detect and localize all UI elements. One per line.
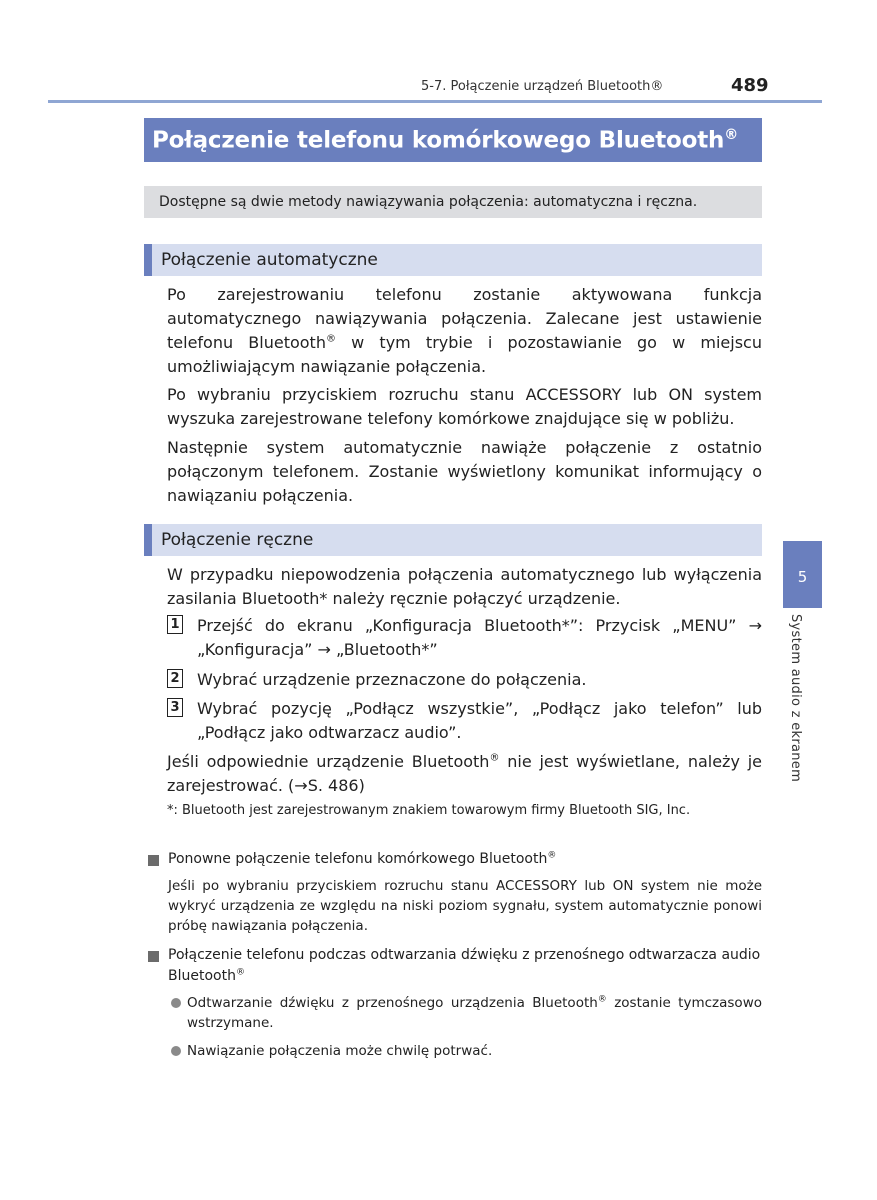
manual-p2-after: nie jest wyświetlane, należy je zarejestrować. (→S. 486) (167, 752, 762, 795)
manual-paragraph-2 (167, 750, 762, 798)
step-item (167, 614, 762, 662)
step-number-badge: 1 (167, 615, 183, 634)
page-title-box (144, 118, 762, 162)
note-title (168, 945, 762, 987)
note-square-icon (148, 951, 159, 962)
step-text: Przejść do ekranu „Konfiguracja Bluetooth*”: Przycisk „MENU” → „Konfiguracja” → „Bluetooth*” (197, 616, 762, 659)
trademark-footnote: *: Bluetooth jest zarejestrowanym znakiem towarowym firmy Bluetooth SIG, Inc. (167, 803, 691, 818)
note-title-text: Połączenie telefonu podczas odtwarzania dźwięku z przenośnego odtwarzacza audio Bluetooth (168, 947, 761, 984)
manual-p2-sup: ® (489, 752, 500, 764)
note-title-text: Ponowne połączenie telefonu komórkowego Bluetooth (168, 851, 548, 867)
step-text: Wybrać urządzenie przeznaczone do połączenia. (197, 670, 587, 689)
header-rule (48, 100, 822, 103)
section-heading-manual: Połączenie ręczne (144, 524, 762, 556)
manual-p2-before: Jeśli odpowiednie urządzenie Bluetooth (167, 752, 490, 771)
note-title-sup: ® (235, 967, 245, 978)
bullet-dot-icon (171, 998, 181, 1008)
page-number: 489 (731, 75, 769, 96)
chapter-label: System audio z ekranem (788, 614, 803, 783)
auto-p1-before: Po zarejestrowaniu telefonu zostanie aktywowana funkcja automatycznego nawiązywania połączenia. Zalecane jest ustawienie telefonu Bluetooth (167, 285, 762, 352)
page-title-text: Połączenie telefonu komórkowego Bluetooth (152, 127, 725, 154)
bullet-text-before: Odtwarzanie dźwięku z przenośnego urządzenia Bluetooth (187, 995, 598, 1011)
note-title-sup: ® (547, 850, 557, 861)
note-square-icon (148, 855, 159, 866)
step-item (167, 697, 762, 745)
page-title (152, 127, 738, 154)
chapter-number: 5 (797, 568, 808, 586)
bullet-dot-icon (171, 1046, 181, 1056)
note-body: Jeśli po wybraniu przyciskiem rozruchu stanu ACCESSORY lub ON system nie może wykryć urządzenia ze względu na niski poziom sygnału, system automatycznie ponowi próbę nawiązania połączenia. (168, 878, 762, 934)
page-title-sup: ® (724, 126, 738, 143)
step-number-badge: 3 (167, 698, 183, 717)
running-header-section: 5-7. Połączenie urządzeń Bluetooth® (421, 79, 664, 94)
auto-paragraph-3: Następnie system automatycznie nawiąże połączenie z ostatnio połączonym telefonem. Zostanie wyświetlony komunikat informujący o nawiązaniu połączenia. (167, 438, 762, 505)
bullet-item (187, 993, 762, 1033)
bullet-text-before: Nawiązanie połączenia może chwilę potrwać. (187, 1043, 493, 1059)
note-title (168, 849, 762, 870)
auto-paragraph-1 (167, 283, 762, 379)
auto-paragraph-2: Po wybraniu przyciskiem rozruchu stanu ACCESSORY lub ON system wyszuka zarejestrowane telefony komórkowe znajdujące się w pobliżu. (167, 385, 762, 428)
bullet-text-after: zostanie tymczasowo wstrzymane. (187, 995, 762, 1031)
manual-paragraph-1: W przypadku niepowodzenia połączenia automatycznego lub wyłączenia zasilania Bluetooth* należy ręcznie połączyć urządzenie. (167, 565, 762, 608)
bullet-text-sup: ® (597, 994, 607, 1005)
section-heading-automatic: Połączenie automatyczne (144, 244, 762, 276)
auto-p1-sup: ® (325, 333, 336, 345)
step-number-badge: 2 (167, 669, 183, 688)
bullet-item (187, 1041, 762, 1061)
auto-p1-after: w tym trybie i pozostawianie go w miejscu umożliwiającym nawiązanie połączenia. (167, 333, 762, 376)
intro-box: Dostępne są dwie metody nawiązywania połączenia: automatyczna i ręczna. (144, 186, 762, 218)
step-item (167, 668, 762, 692)
step-text: Wybrać pozycję „Podłącz wszystkie”, „Podłącz jako telefon” lub „Podłącz jako odtwarzacz audio”. (197, 699, 762, 742)
